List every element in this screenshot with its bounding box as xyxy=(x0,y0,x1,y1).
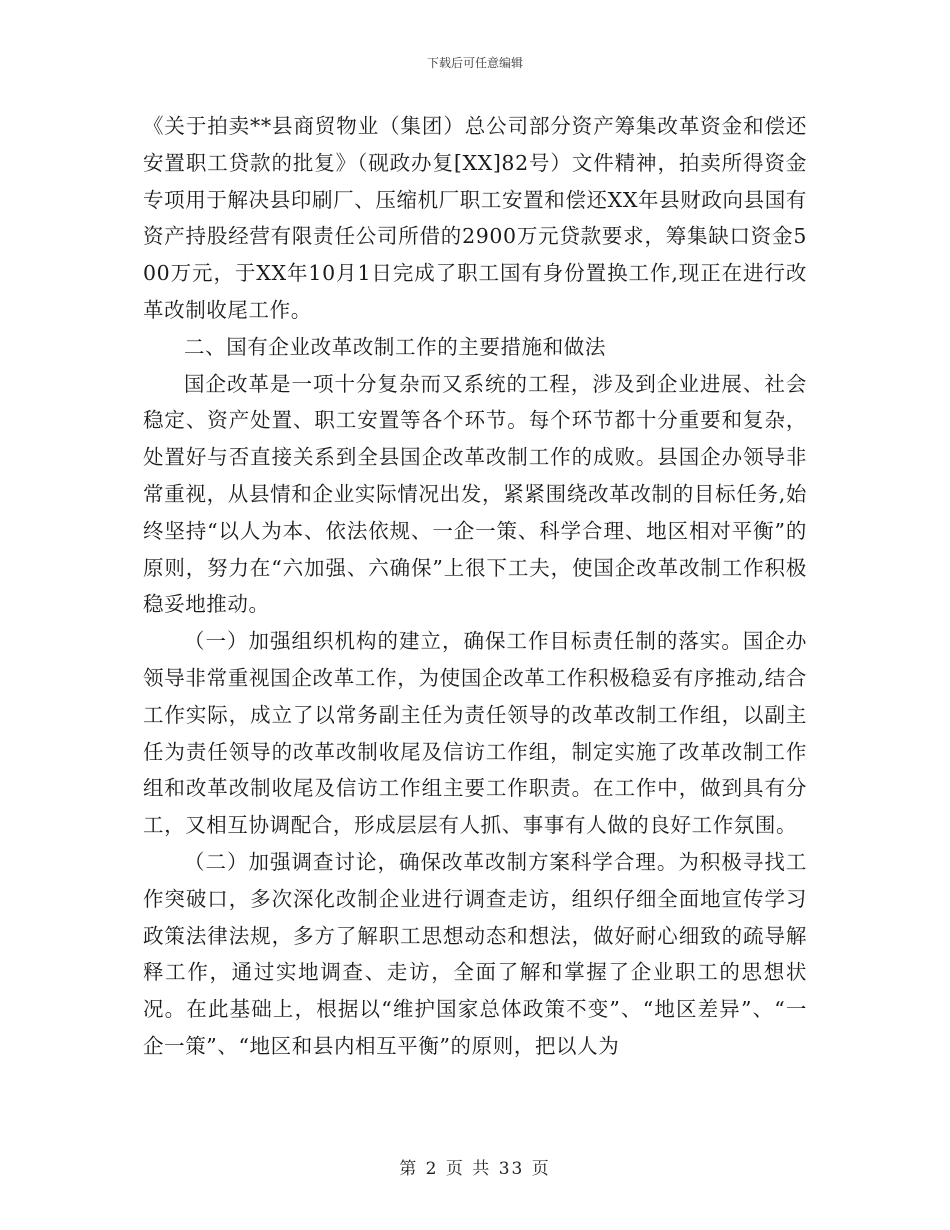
paragraph-continuation: 《关于拍卖**县商贸物业（集团）总公司部分资产筹集改革资金和偿还安置职工贷款的批复》（砚政办复[XX]82号）文件精神，拍卖所得资金专项用于解决县印刷厂、压缩机厂职工安置和偿还XX年县财政向县国有资产持股经营有限责任公司所借的2900万元贷款要求，筹集缺口资金500万元，于XX年10月1日完成了职工国有身份置换工作,现正在进行改革改制收尾工作。 xyxy=(143,114,807,322)
page-number: 第 2 页 共 33 页 xyxy=(399,1159,551,1179)
paragraph: （二）加强调查讨论，确保改革改制方案科学合理。为积极寻找工作突破口，多次深化改制企业进行调查走访，组织仔细全面地宣传学习政策法律法规，多方了解职工思想动态和想法，做好耐心细致的疏导解释工作，通过实地调查、走访，全面了解和掌握了企业职工的思想状况。在此基础上，根据以“维护国家总体政策不变”、“地区差异”、“一企一策”、“地区和县内相互平衡”的原则，把以人为 xyxy=(143,849,807,1058)
document-body xyxy=(143,108,807,1065)
paragraph: 国企改革是一项十分复杂而又系统的工程，涉及到企业进展、社会稳定、资产处置、职工安置等各个环节。每个环节都十分重要和复杂，处置好与否直接关系到全县国企改革改制工作的成败。县国企办领导非常重视，从县情和企业实际情况出发，紧紧围绕改革改制的目标任务,始终坚持“以人为本、依法依规、一企一策、科学合理、地区相对平衡”的原则，努力在“六加强、六确保”上很下工夫，使国企改革改制工作积极稳妥地推动。 xyxy=(143,371,807,617)
section-heading: 二、国有企业改革改制工作的主要措施和做法 xyxy=(184,334,606,359)
paragraph: （一）加强组织机构的建立，确保工作目标责任制的落实。国企办领导非常重视国企改革工作，为使国企改革工作积极稳妥有序推动,结合工作实际，成立了以常务副主任为责任领导的改革改制工作组，以副主任为责任领导的改革改制收尾及信访工作组，制定实施了改革改制工作组和改革改制收尾及信访工作组主要工作职责。在工作中，做到具有分工，又相互协调配合，形成层层有人抓、事事有人做的良好工作氛围。 xyxy=(143,629,807,838)
header-note: 下载后可任意编辑 xyxy=(426,56,523,70)
